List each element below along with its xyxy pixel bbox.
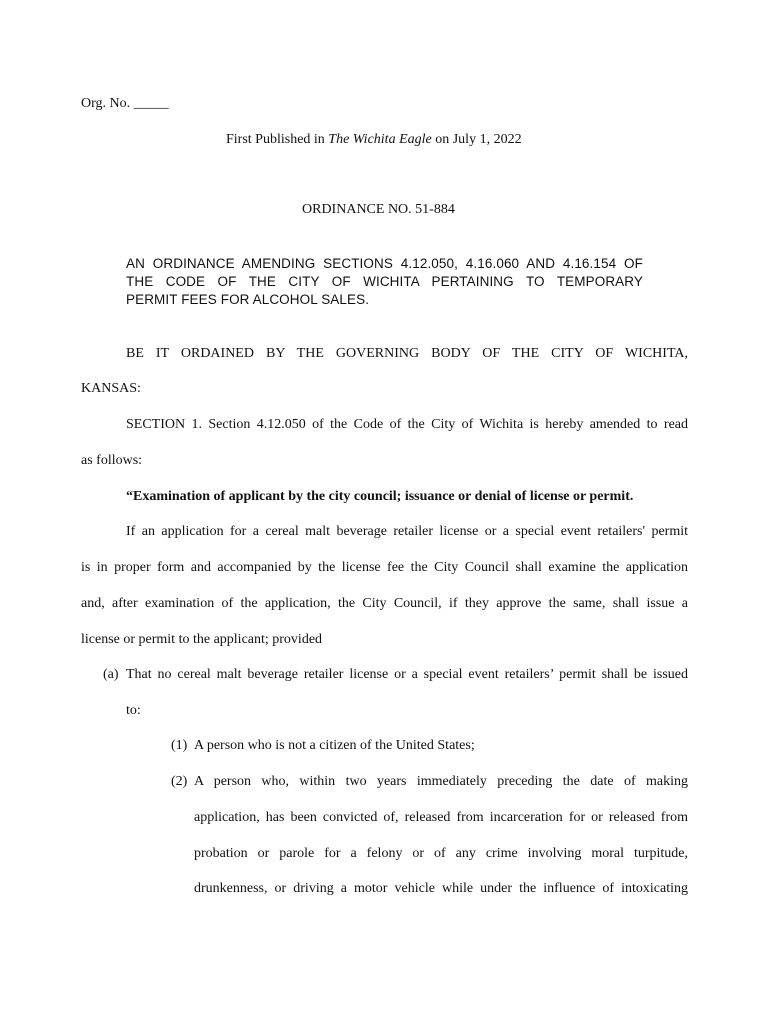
sub-item-2-line: A person who, within two years immediately preceding the date of making <box>194 774 688 789</box>
paragraph-line: is in proper form and accompanied by the license fee the City Council shall examine the application <box>81 560 688 575</box>
item-a-text: That no cereal malt beverage retailer license or a special event retailers’ permit shall be issued <box>126 667 688 682</box>
item-a-text-end: to: <box>126 703 141 718</box>
sub-item-1-marker: (1) <box>171 738 188 753</box>
sub-item-1-text: A person who is not a citizen of the United States; <box>194 738 475 753</box>
sub-item-2-line: application, has been convicted of, released from incarceration for or released from <box>194 810 688 825</box>
publication-date: on July 1, 2022 <box>431 132 522 147</box>
ordinance-number: ORDINANCE NO. 51-884 <box>302 202 455 217</box>
section-1-intro: SECTION 1. Section 4.12.050 of the Code of the City of Wichita is hereby amended to read <box>126 417 688 432</box>
paragraph-line: and, after examination of the application, the City Council, if they approve the same, shall issue a <box>81 596 688 611</box>
section-heading: “Examination of applicant by the city council; issuance or denial of license or permit. <box>126 489 634 504</box>
paragraph-line: license or permit to the applicant; provided <box>81 632 323 647</box>
sub-item-2-line: probation or parole for a felony or of any crime involving moral turpitude, <box>194 846 688 861</box>
ordinance-title-line: PERMIT FEES FOR ALCOHOL SALES. <box>126 292 370 307</box>
publication-notice <box>226 131 522 149</box>
publication-prefix: First Published in <box>226 132 329 147</box>
item-a-marker: (a) <box>103 667 119 682</box>
ordinance-title-line: THE CODE OF THE CITY OF WICHITA PERTAINING TO TEMPORARY <box>126 274 643 289</box>
sub-item-2-marker: (2) <box>171 774 188 789</box>
paragraph-line: If an application for a cereal malt beverage retailer license or a special event retailers' permit <box>126 524 688 539</box>
ordinance-title-line: AN ORDINANCE AMENDING SECTIONS 4.12.050, 4.16.060 AND 4.16.154 OF <box>126 256 643 271</box>
newspaper-name: The Wichita Eagle <box>328 132 432 147</box>
enacting-clause: BE IT ORDAINED BY THE GOVERNING BODY OF THE CITY OF WICHITA, <box>126 346 688 361</box>
sub-item-2-line: drunkenness, or driving a motor vehicle while under the influence of intoxicating <box>194 881 688 896</box>
enacting-clause-end: KANSAS: <box>81 381 141 396</box>
org-number: Org. No. _____ <box>81 96 169 111</box>
section-1-intro-end: as follows: <box>81 453 143 468</box>
